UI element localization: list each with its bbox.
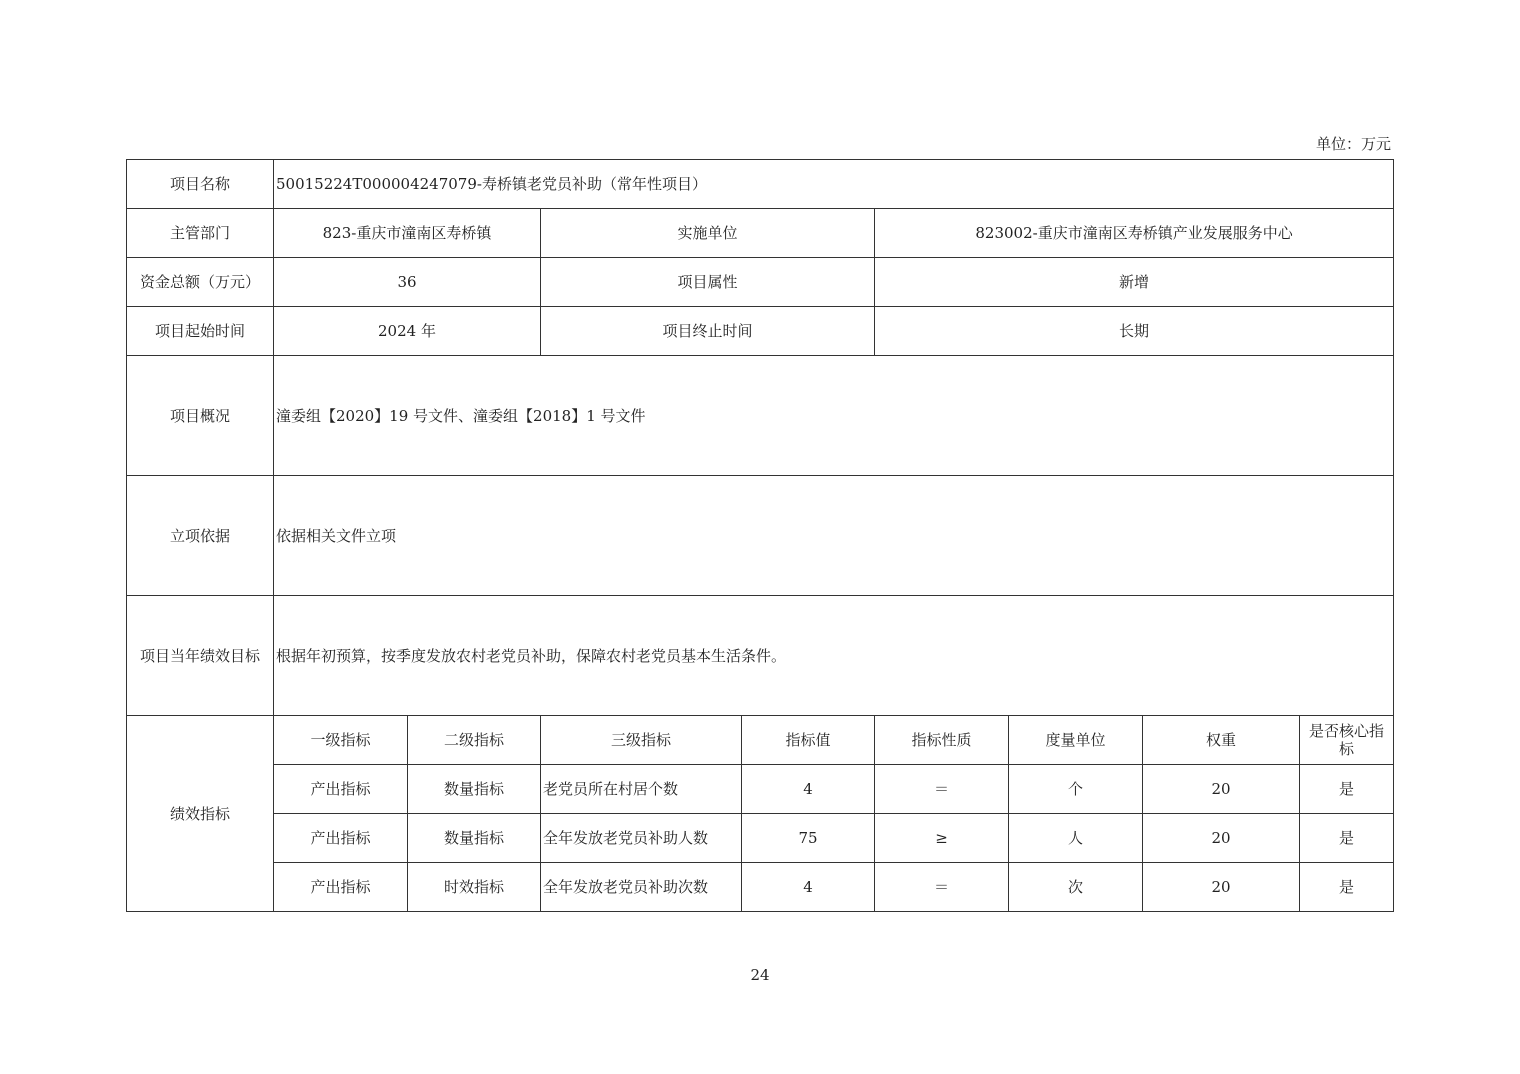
cell-value: 4	[742, 863, 875, 912]
value-department: 823-重庆市潼南区寿桥镇	[274, 209, 541, 258]
value-start-time: 2024 年	[274, 307, 541, 356]
cell-nature: ≥	[875, 814, 1009, 863]
cell-value: 4	[742, 765, 875, 814]
table-row	[127, 765, 1394, 814]
page-number: 24	[750, 966, 770, 984]
header-level1: 一级指标	[274, 716, 408, 765]
row-overview	[127, 356, 1394, 476]
cell-weight: 20	[1143, 765, 1300, 814]
value-fund-total: 36	[274, 258, 541, 307]
cell-unit: 人	[1009, 814, 1143, 863]
cell-nature: ＝	[875, 765, 1009, 814]
cell-level2: 数量指标	[408, 814, 541, 863]
cell-core: 是	[1300, 814, 1394, 863]
cell-nature: ＝	[875, 863, 1009, 912]
cell-core: 是	[1300, 765, 1394, 814]
row-department	[127, 209, 1394, 258]
row-fund	[127, 258, 1394, 307]
cell-level2: 时效指标	[408, 863, 541, 912]
table-row	[127, 863, 1394, 912]
header-level3: 三级指标	[541, 716, 742, 765]
value-basis: 依据相关文件立项	[274, 476, 1394, 596]
cell-unit: 个	[1009, 765, 1143, 814]
row-basis	[127, 476, 1394, 596]
value-annual-goal: 根据年初预算，按季度发放农村老党员补助，保障农村老党员基本生活条件。	[274, 596, 1394, 716]
cell-level3: 全年发放老党员补助人数	[541, 814, 742, 863]
cell-level1: 产出指标	[274, 765, 408, 814]
cell-weight: 20	[1143, 814, 1300, 863]
cell-level2: 数量指标	[408, 765, 541, 814]
cell-unit: 次	[1009, 863, 1143, 912]
label-performance-indicators: 绩效指标	[127, 716, 274, 912]
table-row	[127, 814, 1394, 863]
cell-value: 75	[742, 814, 875, 863]
header-level2: 二级指标	[408, 716, 541, 765]
cell-level3: 老党员所在村居个数	[541, 765, 742, 814]
value-end-time: 长期	[875, 307, 1394, 356]
value-project-attribute: 新增	[875, 258, 1394, 307]
header-nature: 指标性质	[875, 716, 1009, 765]
row-time	[127, 307, 1394, 356]
header-value: 指标值	[742, 716, 875, 765]
value-project-name: 50015224T000004247079-寿桥镇老党员补助（常年性项目）	[274, 160, 1394, 209]
unit-label: 单位：万元	[1315, 135, 1391, 153]
cell-level1: 产出指标	[274, 814, 408, 863]
row-project-name	[127, 160, 1394, 209]
header-unit: 度量单位	[1009, 716, 1143, 765]
label-department: 主管部门	[127, 209, 274, 258]
value-implementing-unit: 823002-重庆市潼南区寿桥镇产业发展服务中心	[875, 209, 1394, 258]
header-core: 是否核心指标	[1300, 716, 1394, 765]
label-implementing-unit: 实施单位	[541, 209, 875, 258]
cell-level3: 全年发放老党员补助次数	[541, 863, 742, 912]
label-start-time: 项目起始时间	[127, 307, 274, 356]
cell-weight: 20	[1143, 863, 1300, 912]
label-end-time: 项目终止时间	[541, 307, 875, 356]
label-fund-total: 资金总额（万元）	[127, 258, 274, 307]
indicator-header-row	[127, 716, 1394, 765]
label-basis: 立项依据	[127, 476, 274, 596]
project-performance-table	[126, 159, 1394, 912]
header-weight: 权重	[1143, 716, 1300, 765]
label-project-name: 项目名称	[127, 160, 274, 209]
cell-level1: 产出指标	[274, 863, 408, 912]
label-annual-goal: 项目当年绩效目标	[127, 596, 274, 716]
label-overview: 项目概况	[127, 356, 274, 476]
row-goal	[127, 596, 1394, 716]
label-project-attribute: 项目属性	[541, 258, 875, 307]
cell-core: 是	[1300, 863, 1394, 912]
value-overview: 潼委组【2020】19 号文件、潼委组【2018】1 号文件	[274, 356, 1394, 476]
